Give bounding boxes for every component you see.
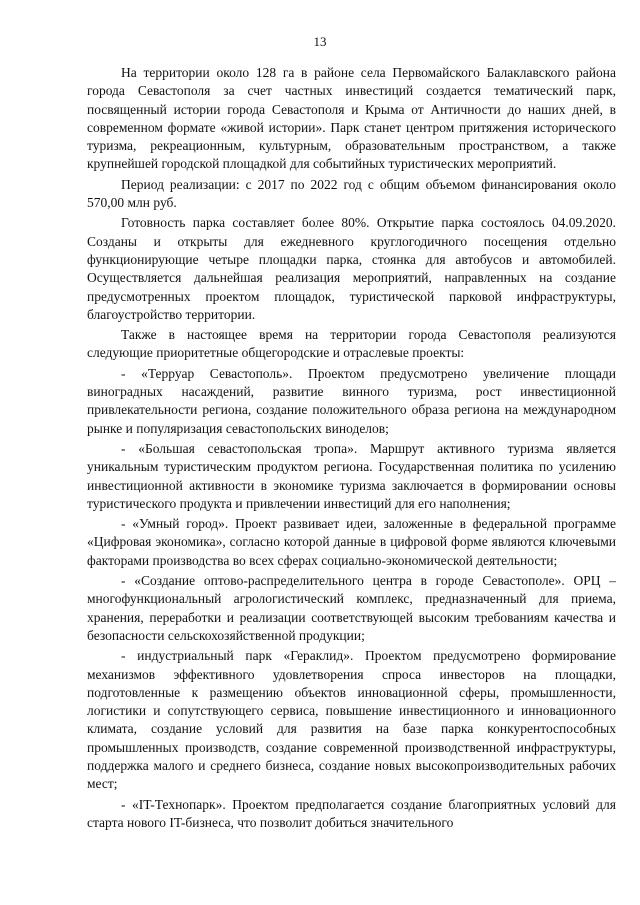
paragraph-smart-city-project: - «Умный город». Проект развивает идеи, заложенные в федеральной программе «Цифровая экономика», согласно которой данные в цифровой форме являются ключевыми факторами производства во всех сферах социально-экономической деятельности; <box>87 516 616 568</box>
page-number: 13 <box>313 34 327 49</box>
paragraph-park-description: На территории около 128 га в районе села Первомайского Балаклавского района города Севастополя за счет частных инвестиций создается тематический парк, посвященный истории города Севастополя и Крыма от Античности до наших дней, в современном формате «живой истории». Парк станет центром притяжения исторического туризма, рекреационным, культурным, образовательным пространством, а также крупнейшей городской площадкой для событийных туристических мероприятий. <box>87 65 616 172</box>
document-body <box>87 64 616 832</box>
paragraph-industrial-park-project: - индустриальный парк «Гераклид». Проектом предусмотрено формирование механизмов эффективного удовлетворения спроса инвесторов на площадки, подготовленные к размещению объектов инновационной сферы, промышленности, логистики и сопутствующего сервиса, повышение инвестиционного и инновационного климата, создание условий для развития на базе парка конкурентоспособных промышленных производств, создание современной производственной инфраструктуры, поддержка малого и среднего бизнеса, создание новых высокопроизводительных рабочих мест; <box>87 648 616 792</box>
paragraph-park-readiness: Готовность парка составляет более 80%. Открытие парка состоялось 04.09.2020. Созданы и открыты для ежедневного круглогодичного посещения отдельно функционирующие четыре площадки парка, стоянка для автобусов и автомобилей. Осуществляется дальнейшая реализация мероприятий, направленных на создание предусмотренных проектом площадок, туристической парковой инфраструктуры, благоустройство территории. <box>87 215 616 322</box>
paragraph-trail-project: - «Большая севастопольская тропа». Маршрут активного туризма является уникальным туристическим продуктом региона. Государственная политика по усилению инвестиционной активности в экономике туризма заключается в формировании основы туристического продукта и привлечении инвестиций для его наполнения; <box>87 440 616 511</box>
paragraph-terroir-project: - «Терруар Севастополь». Проектом предусмотрено увеличение площади виноградных насаждений, развитие винного туризма, рост инвестиционной привлекательности региона, создание положительного образа региона на международном рынке и популяризация севастопольских виноделов; <box>87 365 616 436</box>
paragraph-distribution-center-project: - «Создание оптово-распределительного центра в городе Севастополе». ОРЦ – многофункциональный агрологистический комплекс, предназначенный для приема, хранения, переработки и реализации соответствующей высоким требованиям качества и безопасности сельскохозяйственной продукции; <box>87 573 616 643</box>
paragraph-priority-projects-intro: Также в настоящее время на территории города Севастополя реализуются следующие приоритетные общегородские и отраслевые проекты: <box>87 327 616 361</box>
paragraph-implementation-period: Период реализации: с 2017 по 2022 год с общим объемом финансирования около 570,00 млн руб. <box>87 176 616 211</box>
paragraph-it-technopark-project: - «IT-Технопарк». Проектом предполагается создание благоприятных условий для старта нового IT-бизнеса, что позволит добиться значительного <box>87 796 616 830</box>
